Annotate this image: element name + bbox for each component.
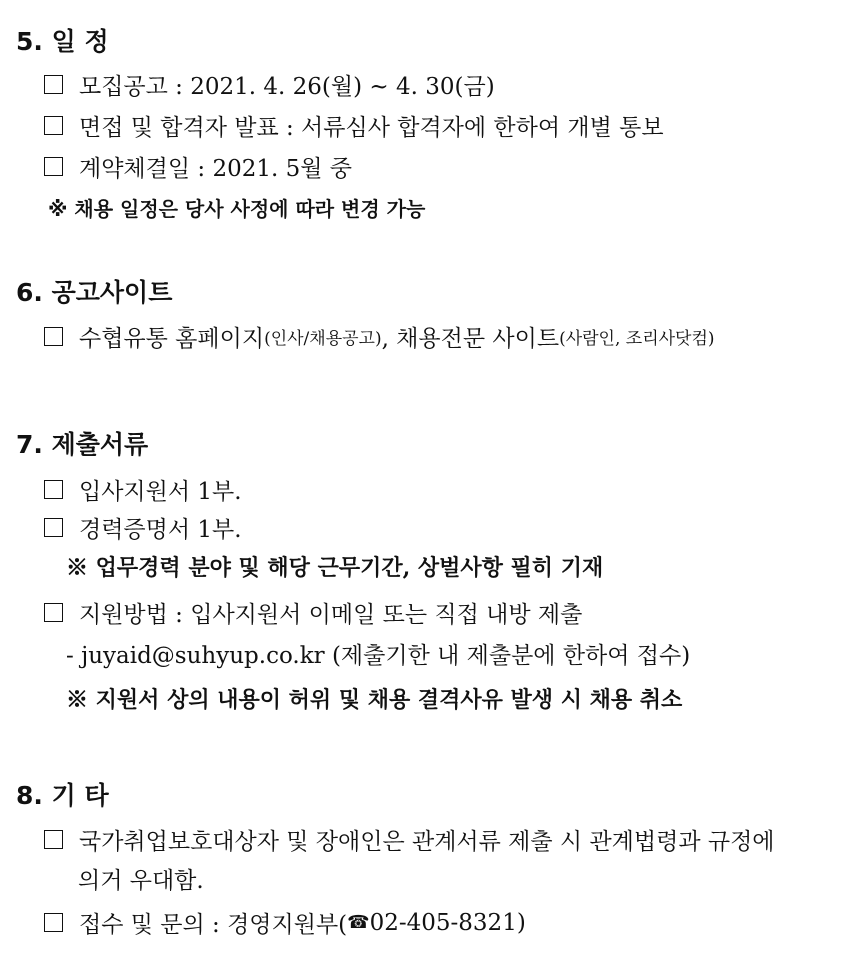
list-item: [44, 823, 775, 856]
item-text: 국가취업보호대상자 및 장애인은 관계서류 제출 시 관계법령과 규정에: [79, 829, 775, 855]
checkbox-square-icon: [44, 327, 63, 346]
checkbox-square-icon: [44, 603, 63, 622]
item-text-b: (인사/채용공고): [264, 329, 382, 349]
item-text: 접수 및 문의 : 경영지원부(: [79, 912, 348, 938]
phone-icon: ☎: [347, 912, 370, 933]
list-item: [44, 320, 715, 353]
item-text-d: (사람인, 조리사닷컴): [559, 329, 715, 349]
checkbox-square-icon: [44, 518, 63, 537]
section-8-title: 8. 기 타: [16, 781, 109, 810]
item-text: 입사지원서 1부.: [79, 479, 242, 505]
item-text: 계약체결일 : 2021. 5월 중: [79, 156, 352, 182]
item-text: 면접 및 합격자 발표 : 서류심사 합격자에 한하여 개별 통보: [79, 115, 664, 141]
career-note: ※ 업무경력 분야 및 해당 근무기간, 상벌사항 필히 기재: [66, 555, 604, 581]
item-text: 모집공고 : 2021. 4. 26(월) ~ 4. 30(금): [79, 74, 495, 100]
section-7-title: 7. 제출서류: [16, 430, 149, 459]
checkbox-square-icon: [44, 116, 63, 135]
checkbox-square-icon: [44, 913, 63, 932]
email-line: - juyaid@suhyup.co.kr (제출기한 내 제출분에 한하여 접수): [66, 643, 691, 669]
checkbox-square-icon: [44, 75, 63, 94]
list-item: [44, 109, 664, 142]
list-item: [44, 473, 242, 506]
list-item: [44, 596, 582, 629]
item-text-a: 수협유통 홈페이지: [79, 326, 265, 352]
list-item: [44, 511, 242, 544]
phone-number: 02-405-8321): [369, 909, 526, 936]
section-5-title: 5. 일 정: [16, 27, 109, 56]
item-text: 지원방법 : 입사지원서 이메일 또는 직접 내방 제출: [79, 602, 583, 628]
schedule-note: ※ 채용 일정은 당사 사정에 따라 변경 가능: [48, 197, 426, 221]
list-item: [44, 68, 495, 101]
list-item: [44, 906, 526, 939]
checkbox-square-icon: [44, 480, 63, 499]
checkbox-square-icon: [44, 830, 63, 849]
item-text-continuation: 의거 우대함.: [78, 868, 204, 894]
item-text-c: , 채용전문 사이트: [381, 326, 560, 352]
item-text: 경력증명서 1부.: [79, 517, 242, 543]
false-info-note: ※ 지원서 상의 내용이 허위 및 채용 결격사유 발생 시 채용 취소: [66, 687, 683, 713]
section-6-title: 6. 공고사이트: [16, 278, 173, 307]
checkbox-square-icon: [44, 157, 63, 176]
list-item: [44, 150, 352, 183]
